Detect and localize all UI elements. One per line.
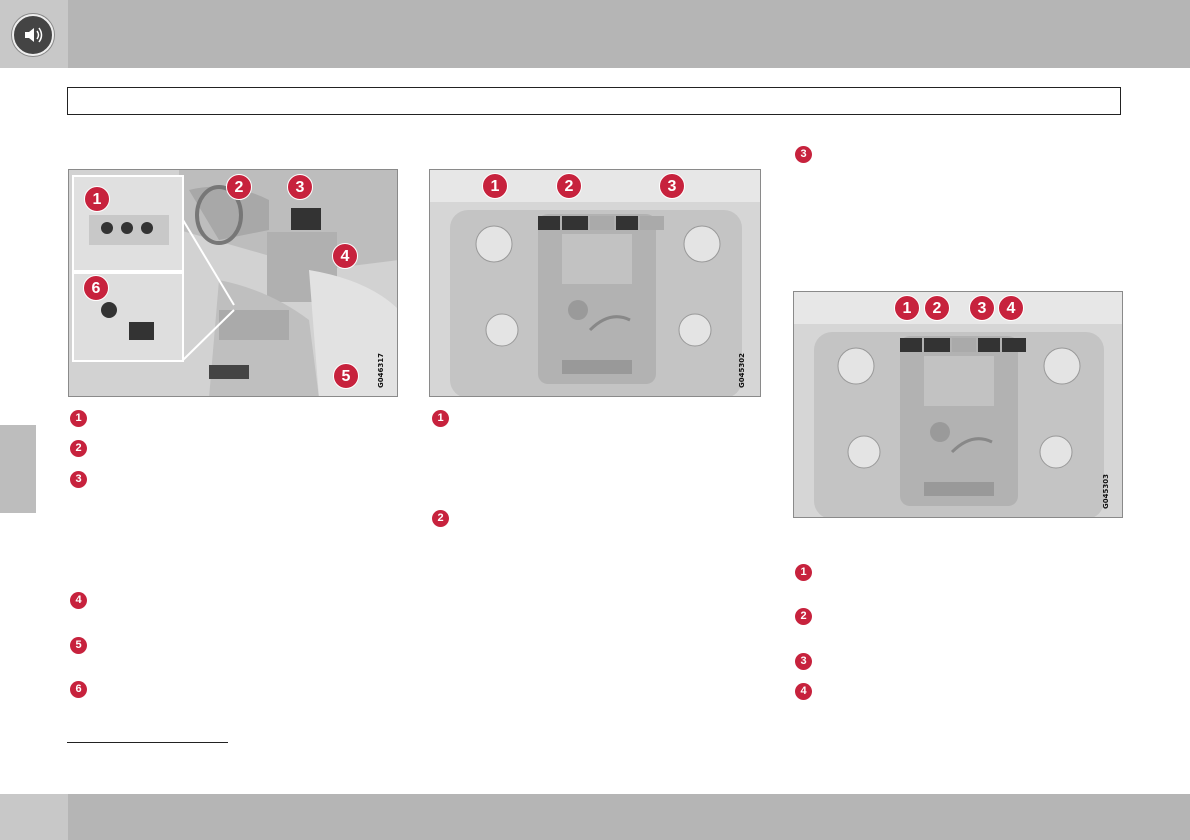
figure-car-interior — [68, 169, 398, 397]
list-bullet: 2 — [432, 510, 449, 527]
list-bullet: 1 — [432, 410, 449, 427]
section-title-box — [67, 87, 1121, 115]
list-bullet: 4 — [795, 683, 812, 700]
footer-corner — [0, 794, 68, 840]
callout-3: 3 — [969, 295, 995, 321]
list-bullet: 6 — [70, 681, 87, 698]
list-bullet: 3 — [795, 653, 812, 670]
footnote-divider — [67, 742, 228, 743]
callout-4: 4 — [332, 243, 358, 269]
callout-1: 1 — [894, 295, 920, 321]
control-panel-illustration-2 — [794, 292, 1123, 518]
callout-5: 5 — [333, 363, 359, 389]
figure-code: G045303 — [1102, 474, 1110, 509]
callout-6: 6 — [83, 275, 109, 301]
list-bullet: 3 — [70, 471, 87, 488]
callout-2: 2 — [556, 173, 582, 199]
list-bullet: 2 — [795, 608, 812, 625]
callout-1: 1 — [84, 186, 110, 212]
callout-4: 4 — [998, 295, 1024, 321]
list-bullet: 4 — [70, 592, 87, 609]
callout-3: 3 — [659, 173, 685, 199]
callout-1: 1 — [482, 173, 508, 199]
figure-code: G046317 — [377, 353, 385, 388]
callout-2: 2 — [226, 174, 252, 200]
list-bullet: 3 — [795, 146, 812, 163]
chapter-tab — [0, 425, 36, 513]
list-bullet: 1 — [795, 564, 812, 581]
figure-code: G045302 — [738, 353, 746, 388]
footer-bar — [68, 794, 1190, 840]
speaker-icon[interactable] — [12, 14, 54, 56]
header-corner — [0, 0, 68, 68]
control-panel-illustration — [430, 170, 761, 397]
callout-3: 3 — [287, 174, 313, 200]
list-bullet: 2 — [70, 440, 87, 457]
header-bar — [68, 0, 1190, 68]
callout-2: 2 — [924, 295, 950, 321]
figure-control-panel — [429, 169, 761, 397]
figure-control-panel-2 — [793, 291, 1123, 518]
list-bullet: 1 — [70, 410, 87, 427]
list-bullet: 5 — [70, 637, 87, 654]
